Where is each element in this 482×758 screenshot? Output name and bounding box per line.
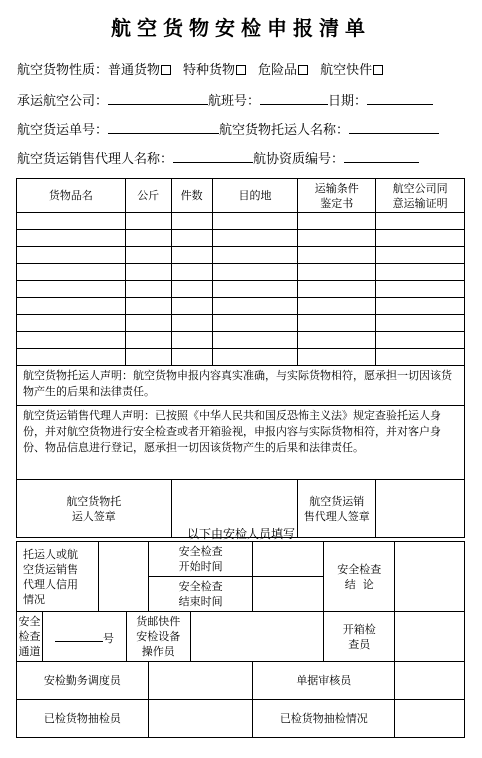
shipper-signature-label: 航空货物托 运人签章 (17, 480, 172, 538)
conclusion-field[interactable] (395, 542, 465, 612)
date-field[interactable] (367, 91, 433, 105)
airline-label: 承运航空公司： (17, 94, 109, 109)
flight-label: 航班号： (208, 94, 261, 109)
carrier-row (17, 91, 433, 109)
cargo-header-row (17, 179, 465, 213)
table-row[interactable] (17, 298, 465, 315)
channel-suffix: 号 (102, 631, 114, 645)
sample-status-field[interactable] (395, 700, 465, 738)
opener-field[interactable] (395, 612, 465, 662)
inspection-table (16, 541, 465, 738)
reviewer-label: 单据审核员 (253, 662, 395, 700)
shipper-declaration: 航空货物托运人声明：航空货物申报内容真实准确，与实际货物相符，愿承担一切因该货物产生的后果和法律责任。 (17, 366, 465, 406)
credit-label: 托运人或航 空货运销售 代理人信用 情况 (17, 542, 99, 612)
table-row[interactable] (17, 332, 465, 349)
credit-field[interactable] (98, 542, 148, 612)
header-pieces: 件数 (171, 179, 212, 213)
waybill-field[interactable] (108, 120, 219, 134)
opener-label: 开箱检 查员 (324, 612, 395, 662)
date-label: 日期： (328, 94, 368, 109)
nature-option-special: 特种货物 (183, 63, 236, 78)
header-airline-approval: 航空公司同 意运输证明 (376, 179, 465, 213)
header-destination: 目的地 (212, 179, 298, 213)
waybill-row (17, 120, 439, 138)
start-time-label: 安全检查 开始时间 (148, 542, 253, 577)
reviewer-field[interactable] (395, 662, 465, 700)
flight-field[interactable] (260, 91, 328, 105)
checkbox-dangerous[interactable] (298, 65, 308, 75)
cargo-table (16, 178, 465, 538)
agent-name-field[interactable] (173, 149, 253, 163)
agent-name-label: 航空货运销售代理人名称： (17, 152, 174, 167)
shipper-label: 航空货物托运人名称： (219, 123, 350, 138)
table-row[interactable] (17, 264, 465, 281)
header-goods-name: 货物品名 (17, 179, 126, 213)
qual-label: 航协资质编号： (253, 152, 345, 167)
sampler-field[interactable] (148, 700, 253, 738)
form-title: 航空货物安检申报清单 (111, 16, 371, 40)
channel-number-cell (42, 612, 126, 662)
agent-row (17, 149, 419, 167)
table-row[interactable] (17, 349, 465, 366)
dispatcher-label: 安检勤务调度员 (17, 662, 149, 700)
end-time-label: 安全检查 结束时间 (148, 577, 253, 612)
table-row[interactable] (17, 315, 465, 332)
conclusion-label: 安全检查 结 论 (324, 542, 395, 612)
sample-status-label: 已检货物抽检情况 (253, 700, 395, 738)
waybill-label: 航空货运单号： (17, 123, 109, 138)
table-row[interactable] (17, 213, 465, 230)
checkbox-general[interactable] (161, 65, 171, 75)
device-operator-field[interactable] (190, 612, 324, 662)
channel-label: 安全 检查 通道 (17, 612, 43, 662)
cargo-nature-row (17, 62, 383, 80)
dispatcher-field[interactable] (148, 662, 253, 700)
agent-signature-label: 航空货运销 售代理人签章 (298, 480, 376, 538)
inspection-heading: 以下由安检人员填写 (186, 527, 295, 541)
table-row[interactable] (17, 281, 465, 298)
agent-declaration: 航空货运销售代理人声明：已按照《中华人民共和国反恐怖主义法》规定查验托运人身份，并对航空货物进行安全检查或者开箱验视，申报内容与实际货物相符，并对客户身份、物品信息进行登记，愿承担一切因该货物产生的后果和法律责任。 (17, 406, 465, 480)
start-time-field[interactable] (253, 542, 324, 577)
qual-field[interactable] (344, 149, 419, 163)
table-row[interactable] (17, 230, 465, 247)
shipper-field[interactable] (349, 120, 439, 134)
header-kg: 公斤 (125, 179, 171, 213)
end-time-field[interactable] (253, 577, 324, 612)
nature-option-express: 航空快件 (320, 63, 373, 78)
device-operator-label: 货邮快件 安检设备 操作员 (126, 612, 190, 662)
airline-field[interactable] (108, 91, 208, 105)
checkbox-special[interactable] (236, 65, 246, 75)
cargo-nature-label: 航空货物性质： (17, 63, 109, 78)
header-transport-cert: 运输条件 鉴定书 (298, 179, 376, 213)
sampler-label: 已检货物抽检员 (17, 700, 149, 738)
channel-number-field[interactable] (55, 628, 103, 642)
nature-option-general: 普通货物 (108, 63, 161, 78)
checkbox-express[interactable] (373, 65, 383, 75)
table-row[interactable] (17, 247, 465, 264)
nature-option-dangerous: 危险品 (258, 63, 298, 78)
